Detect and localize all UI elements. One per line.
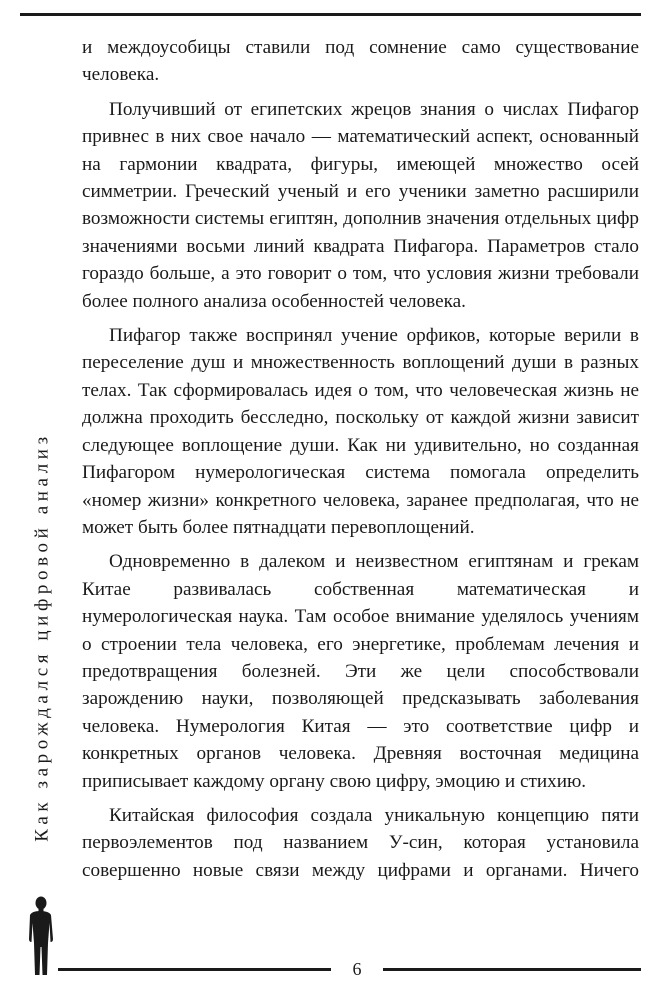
page-number: 6 <box>352 959 362 979</box>
footer-rule-right <box>383 968 641 971</box>
paragraph-2: Получивший от египетских жрецов знания о числах Пифагор привнес в них свое начало — математический аспект, основанный на гармонии квадрата, фигуры, имеющей множество осей симметрии. Греческий ученый и его ученики заметно расширили возможности системы египтян, дополнив значения отдельных цифр значениями восьми линий квадрата Пифагора. Параметров стало гораздо больше, а это говорит о том, что условия жизни требовали более полного анализа особенностей человека. <box>82 98 639 312</box>
standing-man-silhouette-icon <box>20 895 60 977</box>
paragraph-1: и междоусобицы ставили под сомнение само существование человека. <box>82 37 639 86</box>
footer-rule-left <box>58 968 331 971</box>
paragraph-4: Одновременно в далеком и неизвестном египтянам и грекам Китае развивалась собственная математическая и нумерологическая наука. Там особое внимание уделялось учениям о строении тела человека, его энергетике, проблемам лечения и предотвращения болезней. Эти же цели способствовали зарождению науки, позволяющей предсказывать заболевания человека. Нумерология Китая — это соответствие цифр и конкретных органов человека. Древняя восточная медицина приписывает каждому органу свою цифру, эмоцию и стихию. <box>82 551 639 792</box>
paragraph-5: Китайская философия создала уникальную концепцию пяти первоэлементов под названием У-син, которая установила совершенно новые связи между цифрами и органами. Ничего <box>82 804 639 881</box>
header-rule <box>20 13 641 16</box>
running-title-text: Как зарождался цифровой анализ <box>32 432 53 842</box>
page-body <box>82 34 639 891</box>
paragraph-3: Пифагор также воспринял учение орфиков, которые верили в переселение душ и множественность воплощений души в разных телах. Так сформировалась идея о том, что человеческая жизнь не должна проходить бесследно, поскольку от каждой жизни зависит следующее воплощение души. Как ни удивительно, но созданная Пифагором нумерологическая система помогала определить «номер жизни» конкретного человека, заранее предполагая, что не может быть более пятнадцати перевоплощений. <box>82 325 639 538</box>
running-title <box>27 390 59 884</box>
